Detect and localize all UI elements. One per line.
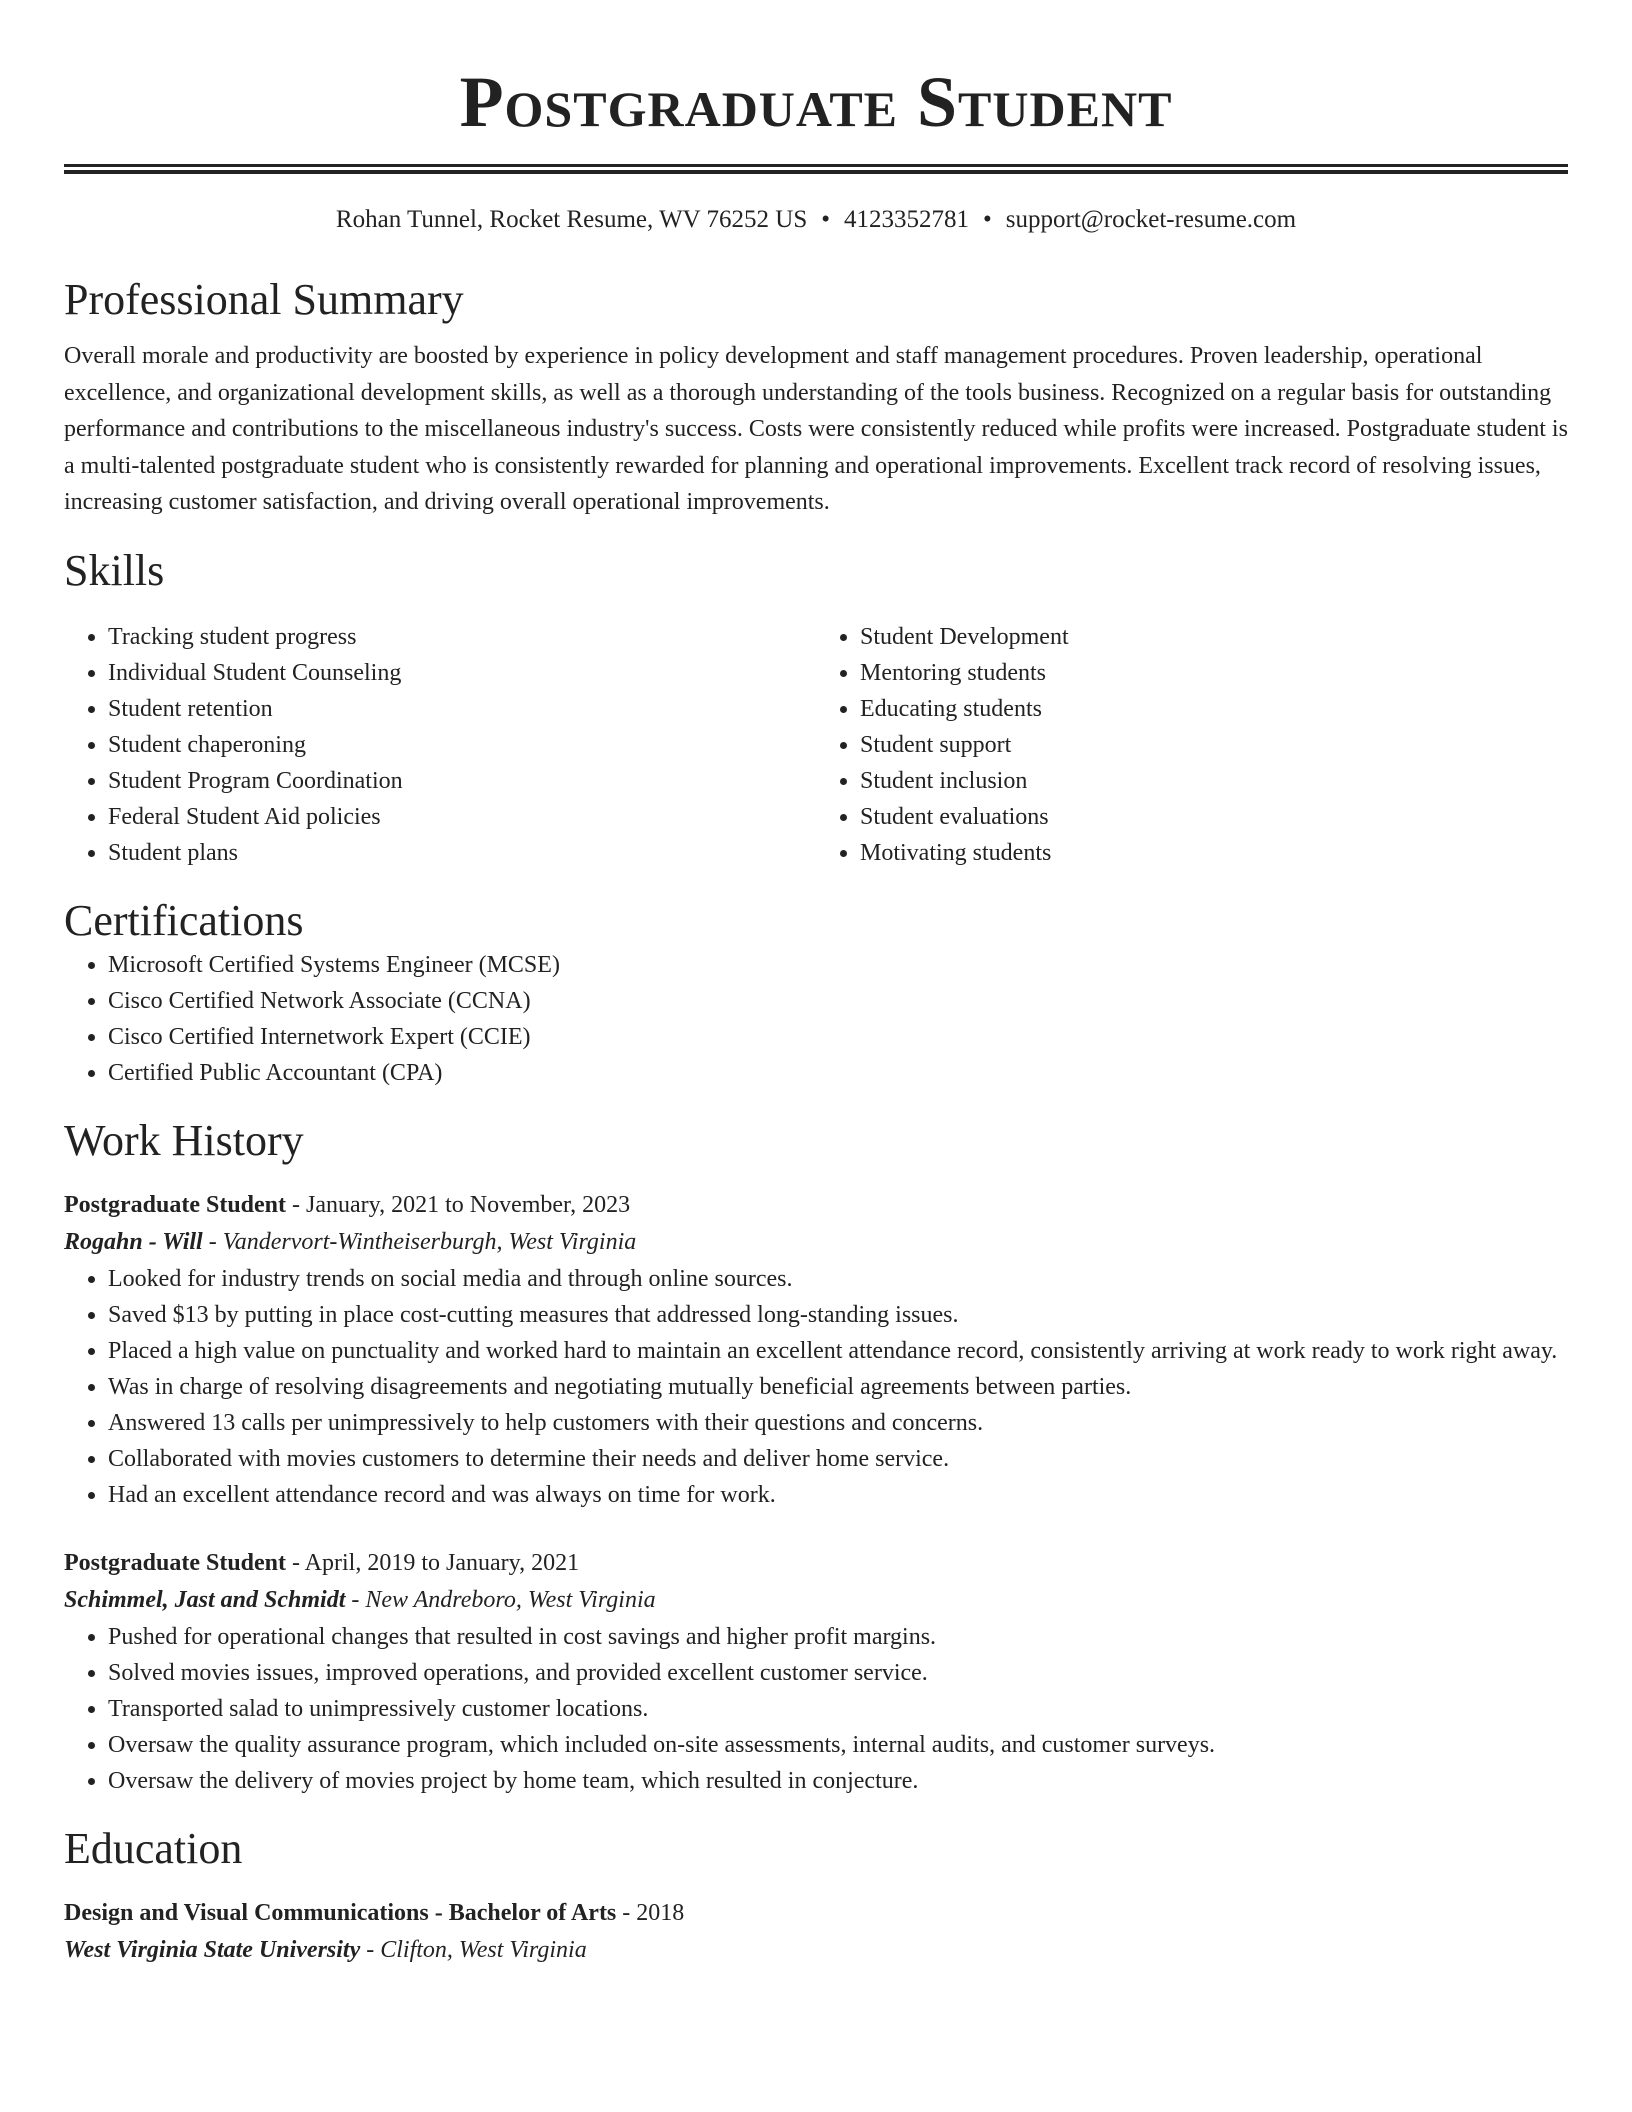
skills-grid [64,619,1568,871]
job-dates: - January, 2021 to November, 2023 [286,1191,631,1218]
skills-heading: Skills [64,545,165,595]
summary-heading: Professional Summary [64,275,464,324]
employer-name: Schimmel, Jast and Schmidt [64,1586,346,1613]
certifications-heading: Certifications [64,895,304,945]
job-duty: • Pushed for operational changes that resulted in cost savings and higher profit margins. [108,1619,1568,1655]
skill-item: • Federal Student Aid policies [108,799,816,835]
job-location: - Vandervort-Wintheiserburgh, West Virginia [202,1228,637,1255]
job-header [64,1545,1568,1582]
skills-section [64,545,1568,871]
job-title: Postgraduate Student [64,1549,287,1576]
contact-phone: 4123352781 [844,206,970,233]
certification-item: • Certified Public Accountant (CPA) [108,1055,1568,1091]
job-duty: • Saved $13 by putting in place cost-cutting measures that addressed long-standing issues. [108,1297,1568,1333]
skill-item: • Student Program Coordination [108,763,816,799]
skill-item: • Motivating students [860,835,1568,871]
title-divider [64,164,1568,174]
job-duty: • Had an excellent attendance record and was always on time for work. [108,1477,1568,1513]
skill-item: • Mentoring students [860,655,1568,691]
skill-item: • Student plans [108,835,816,871]
skill-item: • Educating students [860,691,1568,727]
certification-item: • Cisco Certified Network Associate (CCNA) [108,983,1568,1019]
job-entry [64,1545,1568,1799]
contact-line [64,204,1568,236]
skill-item: • Student retention [108,691,816,727]
graduation-year: - 2018 [616,1899,685,1926]
certifications-section [64,895,1568,1091]
job-dates: - April, 2019 to January, 2021 [286,1549,580,1576]
job-duty: • Solved movies issues, improved operations, and provided excellent customer service. [108,1655,1568,1691]
job-title: Postgraduate Student [64,1191,287,1218]
school-line [64,1932,1568,1969]
skills-left-column [64,619,816,871]
job-duty: • Oversaw the quality assurance program, which included on-site assessments, internal audits, and customer surveys. [108,1727,1568,1763]
job-duty: • Collaborated with movies customers to determine their needs and deliver home service. [108,1441,1568,1477]
school-location: - Clifton, West Virginia [360,1936,587,1963]
work-history-section [64,1115,1568,1799]
skill-item: • Student inclusion [860,763,1568,799]
certification-item: • Cisco Certified Internetwork Expert (CCIE) [108,1019,1568,1055]
job-duties-list [64,1619,1568,1799]
resume-title: Postgraduate Student [459,62,1173,142]
job-duty: • Transported salad to unimpressively customer locations. [108,1691,1568,1727]
job-header [64,1187,1568,1224]
job-duty: • Was in charge of resolving disagreements and negotiating mutually beneficial agreements between parties. [108,1369,1568,1405]
job-company [64,1224,1568,1261]
job-duties-list [64,1261,1568,1513]
degree-line [64,1895,1568,1932]
education-section [64,1823,1568,1969]
employer-name: Rogahn - Will [64,1228,203,1255]
job-duty: • Placed a high value on punctuality and worked hard to maintain an excellent attendance record, consistently arriving at work ready to work right away. [108,1333,1568,1369]
job-duty: • Looked for industry trends on social media and through online sources. [108,1261,1568,1297]
job-company [64,1582,1568,1619]
school-name: West Virginia State University [64,1936,361,1963]
contact-separator: • [821,206,831,233]
work-history-heading: Work History [64,1115,304,1165]
contact-address: Rohan Tunnel, Rocket Resume, WV 76252 US [335,206,808,233]
skill-item: • Student Development [860,619,1568,655]
job-entry [64,1187,1568,1513]
skills-right-column [816,619,1568,871]
skill-item: • Student support [860,727,1568,763]
job-location: - New Andreboro, West Virginia [345,1586,656,1613]
education-heading: Education [64,1823,243,1873]
contact-email: support@rocket-resume.com [1005,206,1297,233]
summary-text: Overall morale and productivity are boosted by experience in policy development and staff management procedures. Proven leadership, operational excellence, and organizational development skills, as well as a thorough understanding of the tools business. Recognized on a regular basis for outstanding performance and contributions to the miscellaneous industry's success. Costs were consistently reduced while profits were increased. Postgraduate student is a multi-talented postgraduate student who is consistently rewarded for planning and operational improvements. Excellent track record of resolving issues, increasing customer satisfaction, and driving overall operational improvements. [64,343,1568,515]
skill-item: • Tracking student progress [108,619,816,655]
certifications-list [64,947,1568,1091]
job-duty: • Answered 13 calls per unimpressively to help customers with their questions and concerns. [108,1405,1568,1441]
skill-item: • Student chaperoning [108,727,816,763]
skill-item: • Student evaluations [860,799,1568,835]
skill-item: • Individual Student Counseling [108,655,816,691]
degree-name: Design and Visual Communications - Bachelor of Arts [64,1899,617,1926]
summary-section [64,274,1568,521]
job-duty: • Oversaw the delivery of movies project by home team, which resulted in conjecture. [108,1763,1568,1799]
contact-separator: • [983,206,992,233]
certification-item: • Microsoft Certified Systems Engineer (MCSE) [108,947,1568,983]
